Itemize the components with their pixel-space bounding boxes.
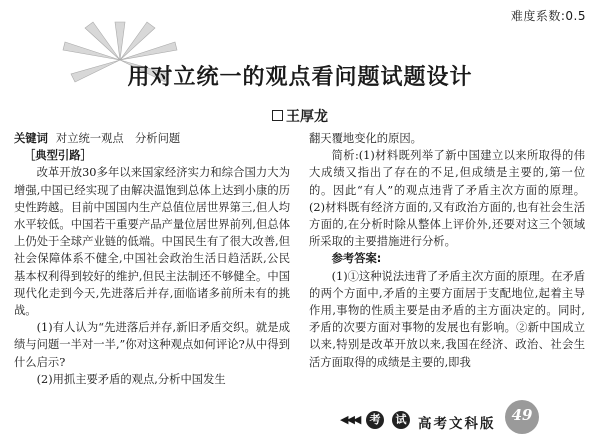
question-2-continued: 翻天覆地变化的原因。 <box>309 132 422 145</box>
material-paragraph: 改革开放30多年以来国家经济实力和综合国力大为增强,中国已经实现了由解决温饱到总体上达到小康的历史性跨越。目前中国国内生产总值位居世界第三,但人均水平较低。中国若干重要产品产量位居世界前列,但总体上仍处于全球产业链的低端。中国民生有了很大改善,但社会保障体系不健全,中国社会政治生活日趋活跃,公民基本权利得到较好的维护,但民主法制还不够健全。中国现代化走到今天,先进落后并存,面临诸多前所未有的挑战。 <box>14 166 290 318</box>
left-column <box>14 130 290 388</box>
question-2: (2)用抓主要矛盾的观点,分析中国发生 <box>36 372 226 386</box>
article-title: 用对立统一的观点看问题试题设计 <box>127 65 473 90</box>
badge-shi: 试 <box>392 411 410 429</box>
square-icon <box>272 110 283 121</box>
right-column <box>309 130 585 371</box>
answer-heading: 参考答案: <box>331 252 382 266</box>
analysis-paragraph: 简析:(1)材料既列举了新中国建立以来所取得的伟大成绩又指出了存在的不足,但成绩是主要的,第一位的。因此“有人”的观点违背了矛盾主次方面的原理。(2)材料既有经济方面的,又有政治方面的,也有社会生活方面的,在分析时除从整体上评价外,还要对这三个领域所采取的主要措施进行分析。 <box>309 149 585 249</box>
page-number: 49 <box>511 406 533 424</box>
difficulty-label: 难度系数:0.5 <box>510 9 586 23</box>
section-heading: ［典型引路］ <box>24 149 92 163</box>
author-name: 王厚龙 <box>286 109 328 125</box>
answer-paragraph: (1)①这种说法违背了矛盾主次方面的原理。在矛盾的两个方面中,矛盾的主要方面居于支配地位,起着主导作用,事物的性质主要是由矛盾的主方面决定的。同时,矛盾的次要方面对事物的发展也有影响。②新中国成立以来,特别是改革开放以来,我国在经济、政治、社会生活方面取得的成绩是主要的,即我 <box>309 269 585 369</box>
keywords-label: 关键词 <box>14 132 48 145</box>
arrows-icon: ◀◀◀ <box>340 413 360 426</box>
keywords-line <box>14 130 290 147</box>
keywords-value: 对立统一观点 分析问题 <box>55 132 181 145</box>
journal-name: 高考文科版 <box>418 416 496 432</box>
author-line <box>0 106 600 126</box>
question-1: (1)有人认为“先进落后并存,新旧矛盾交织。就是成绩与问题一半对一半,”你对这种观点如何评论?从中得到什么启示? <box>14 321 290 369</box>
badge-kao: 考 <box>366 411 384 429</box>
